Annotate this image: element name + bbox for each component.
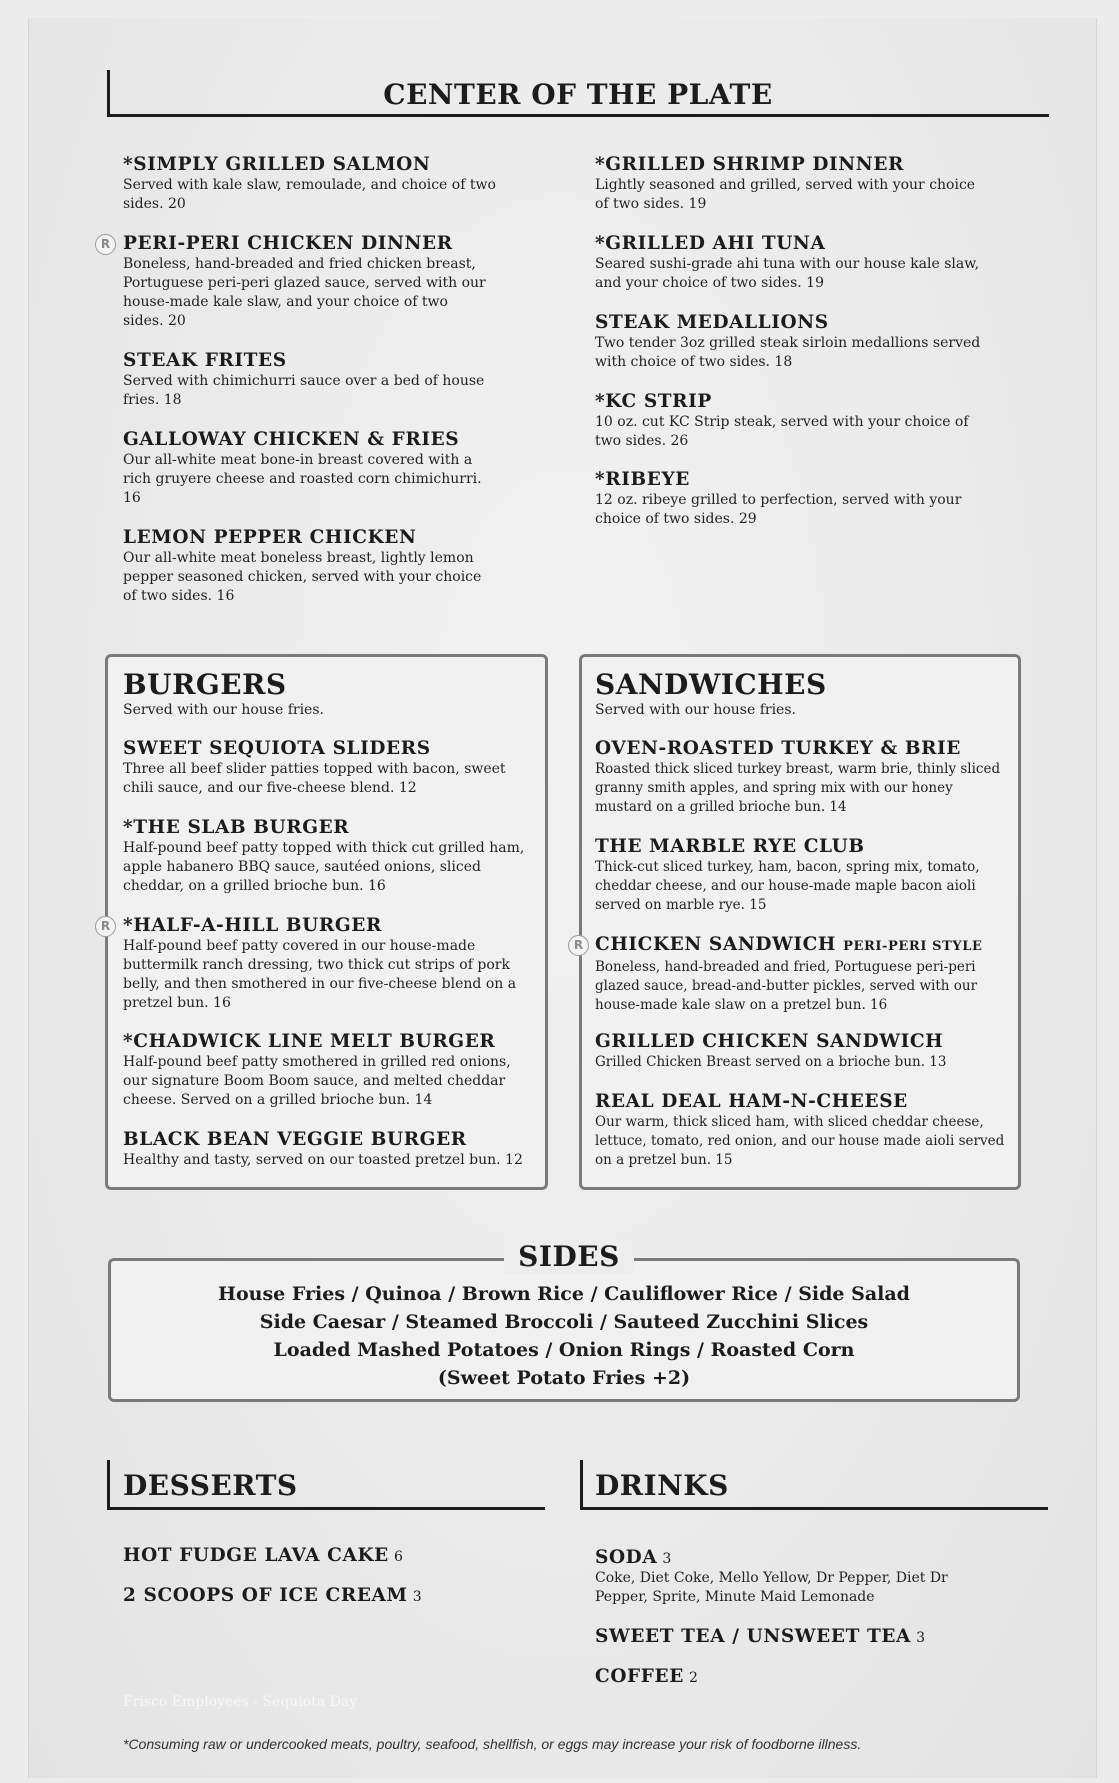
item-desc: Boneless, hand-breaded and fried chicken breast, Portuguese peri-peri glazed sauce, served with our house-made kale slaw, and your choice of two sides. 20 <box>123 256 486 329</box>
item-name: *CHADWICK LINE MELT BURGER <box>123 1031 496 1052</box>
item-desc: Roasted thick sliced turkey breast, warm brie, thinly sliced granny smith apples, and spring mix with our honey mustard on a grilled brioche bun. 14 <box>595 761 1001 815</box>
item-name: BLACK BEAN VEGGIE BURGER <box>123 1129 467 1150</box>
item-desc: Half-pound beef patty smothered in grilled red onions, our signature Boom Boom sauce, and melted cheddar cheese. Served on a grilled brioche bun. 14 <box>123 1054 511 1108</box>
item-desc: Our all-white meat bone-in breast covered with a rich gruyere cheese and roasted corn chimichurri. 16 <box>123 452 482 506</box>
burgers-title: BURGERS <box>123 668 287 701</box>
item-name: *GRILLED AHI TUNA <box>595 233 826 254</box>
sides-line: House Fries / Quinoa / Brown Rice / Cauliflower Rice / Side Salad <box>218 1283 910 1305</box>
item-desc: Two tender 3oz grilled steak sirloin medallions served with choice of two sides. 18 <box>595 335 981 370</box>
burger-item-sweet-sequiota-sliders <box>123 738 531 798</box>
item-desc: Three all beef slider patties topped with bacon, sweet chili sauce, and our five-cheese blend. 12 <box>123 761 506 796</box>
item-price: 3 <box>412 1589 422 1605</box>
item-name-main: CHICKEN SANDWICH <box>595 934 837 955</box>
burger-item-black-bean-veggie <box>123 1129 531 1170</box>
center-item-ahi-tuna <box>595 233 985 293</box>
burgers-subtitle: Served with our house fries. <box>123 702 324 718</box>
item-name: GRILLED CHICKEN SANDWICH <box>595 1031 944 1052</box>
sandwiches-subtitle: Served with our house fries. <box>595 702 796 718</box>
center-item-salmon <box>123 154 503 214</box>
burger-item-chadwick-line-melt <box>123 1031 531 1110</box>
center-item-shrimp-dinner <box>595 154 985 214</box>
registered-icon: R <box>568 935 589 956</box>
item-price: 3 <box>662 1551 672 1567</box>
item-desc: Boneless, hand-breaded and fried, Portuguese peri-peri glazed sauce, bread-and-butter pickles, served with our house-made kale slaw on a pretzel bun. 16 <box>595 959 978 1013</box>
dessert-item-ice-cream <box>123 1585 422 1607</box>
drink-item-tea <box>595 1626 925 1648</box>
item-desc: 10 oz. cut KC Strip steak, served with your choice of two sides. 26 <box>595 414 969 449</box>
item-name: PERI-PERI CHICKEN DINNER <box>123 233 453 254</box>
sandwich-item-marble-rye-club <box>595 836 1005 915</box>
item-name: *GRILLED SHRIMP DINNER <box>595 154 904 175</box>
item-desc: Seared sushi-grade ahi tuna with our house kale slaw, and your choice of two sides. 19 <box>595 256 980 291</box>
item-name: STEAK FRITES <box>123 350 287 371</box>
drinks-header-rule-bottom <box>580 1507 1048 1510</box>
item-name: 2 SCOOPS OF ICE CREAM <box>123 1585 408 1606</box>
sides-list <box>108 1280 1020 1392</box>
center-item-kc-strip <box>595 391 985 451</box>
item-price: 2 <box>689 1670 698 1686</box>
item-desc: Served with chimichurri sauce over a bed of house fries. 18 <box>123 373 485 408</box>
item-name: OVEN-ROASTED TURKEY & BRIE <box>595 738 961 759</box>
registered-icon: R <box>95 916 116 937</box>
desserts-title: DESSERTS <box>123 1469 298 1502</box>
item-desc: 12 oz. ribeye grilled to perfection, served with your choice of two sides. 29 <box>595 492 962 527</box>
center-title: CENTER OF THE PLATE <box>383 78 773 111</box>
center-header-rule-bottom <box>107 114 1049 117</box>
center-item-steak-frites <box>123 350 489 410</box>
drinks-header-rule-left <box>580 1460 583 1510</box>
sides-line: Side Caesar / Steamed Broccoli / Sauteed Zucchini Slices <box>259 1311 869 1333</box>
item-desc: Lightly seasoned and grilled, served with your choice of two sides. 19 <box>595 177 976 212</box>
footnote: *Consuming raw or undercooked meats, poultry, seafood, shellfish, or eggs may increase your risk of foodborne illness. <box>123 1736 862 1752</box>
dessert-item-lava-cake <box>123 1545 403 1567</box>
item-desc: Thick-cut sliced turkey, ham, bacon, spring mix, tomato, cheddar cheese, and our house-made maple bacon aioli served on marble rye. 15 <box>595 859 980 913</box>
sides-title: SIDES <box>504 1240 634 1273</box>
item-name: *KC STRIP <box>595 391 712 412</box>
item-desc: Our warm, thick sliced ham, with sliced cheddar cheese, lettuce, tomato, red onion, and our house made aioli served on a pretzel bun. 15 <box>595 1114 1005 1168</box>
sandwich-item-chicken-sandwich <box>595 934 1005 1015</box>
center-item-steak-medallions <box>595 312 985 372</box>
item-name: *RIBEYE <box>595 469 690 490</box>
item-desc: Grilled Chicken Breast served on a brioche bun. 13 <box>595 1054 947 1070</box>
sides-line: (Sweet Potato Fries +2) <box>437 1367 691 1389</box>
item-name: STEAK MEDALLIONS <box>595 312 829 333</box>
item-name: GALLOWAY CHICKEN & FRIES <box>123 429 460 450</box>
burger-item-half-a-hill <box>123 915 531 1013</box>
item-name: LEMON PEPPER CHICKEN <box>123 527 417 548</box>
sandwich-item-grilled-chicken <box>595 1031 1005 1072</box>
drink-item-soda <box>595 1547 1015 1607</box>
drink-item-coffee <box>595 1666 698 1688</box>
center-item-lemon-pepper-chicken <box>123 527 489 606</box>
drinks-title: DRINKS <box>595 1469 729 1502</box>
item-desc: Our all-white meat boneless breast, lightly lemon pepper seasoned chicken, served with your choice of two sides. 16 <box>123 550 482 604</box>
menu-page <box>28 18 1097 1778</box>
center-item-galloway-chicken <box>123 429 489 508</box>
item-name: SODA <box>595 1547 658 1568</box>
item-name: THE MARBLE RYE CLUB <box>595 836 865 857</box>
item-name-suffix: PERI-PERI STYLE <box>843 939 983 954</box>
item-price: 6 <box>393 1549 403 1565</box>
item-name <box>595 934 1005 958</box>
item-name: SWEET TEA / UNSWEET TEA <box>595 1626 912 1647</box>
item-price: 3 <box>916 1630 926 1646</box>
sandwich-item-turkey-brie <box>595 738 1005 817</box>
item-name: HOT FUDGE LAVA CAKE <box>123 1545 389 1566</box>
center-item-ribeye <box>595 469 985 529</box>
item-desc: Half-pound beef patty topped with thick cut grilled ham, apple habanero BBQ sauce, sautéed onions, sliced cheddar, on a grilled brioche bun. 16 <box>123 840 525 894</box>
item-name: *SIMPLY GRILLED SALMON <box>123 154 431 175</box>
center-item-peri-peri-chicken <box>123 233 489 331</box>
item-desc: Half-pound beef patty covered in our house-made buttermilk ranch dressing, two thick cut strips of pork belly, and then smothered in our five-cheese blend on a pretzel bun. 16 <box>123 938 517 1011</box>
sandwiches-title: SANDWICHES <box>595 668 827 701</box>
registered-icon: R <box>95 234 116 255</box>
item-name: SWEET SEQUIOTA SLIDERS <box>123 738 431 759</box>
item-name: *HALF-A-HILL BURGER <box>123 915 382 936</box>
desserts-header-rule-bottom <box>107 1507 545 1510</box>
desserts-header-rule-left <box>107 1460 110 1510</box>
sides-line: Loaded Mashed Potatoes / Onion Rings / Roasted Corn <box>273 1339 855 1361</box>
burger-item-slab-burger <box>123 817 531 896</box>
faded-note: Frisco Employees - Sequiota Day <box>123 1694 358 1710</box>
item-desc: Healthy and tasty, served on our toasted pretzel bun. 12 <box>123 1152 523 1168</box>
item-name: *THE SLAB BURGER <box>123 817 350 838</box>
item-desc: Served with kale slaw, remoulade, and choice of two sides. 20 <box>123 177 496 212</box>
item-name: COFFEE <box>595 1666 684 1687</box>
item-desc: Coke, Diet Coke, Mello Yellow, Dr Pepper, Diet Dr Pepper, Sprite, Minute Maid Lemonade <box>595 1570 948 1605</box>
item-name: REAL DEAL HAM-N-CHEESE <box>595 1091 908 1112</box>
sandwich-item-ham-n-cheese <box>595 1091 1005 1170</box>
